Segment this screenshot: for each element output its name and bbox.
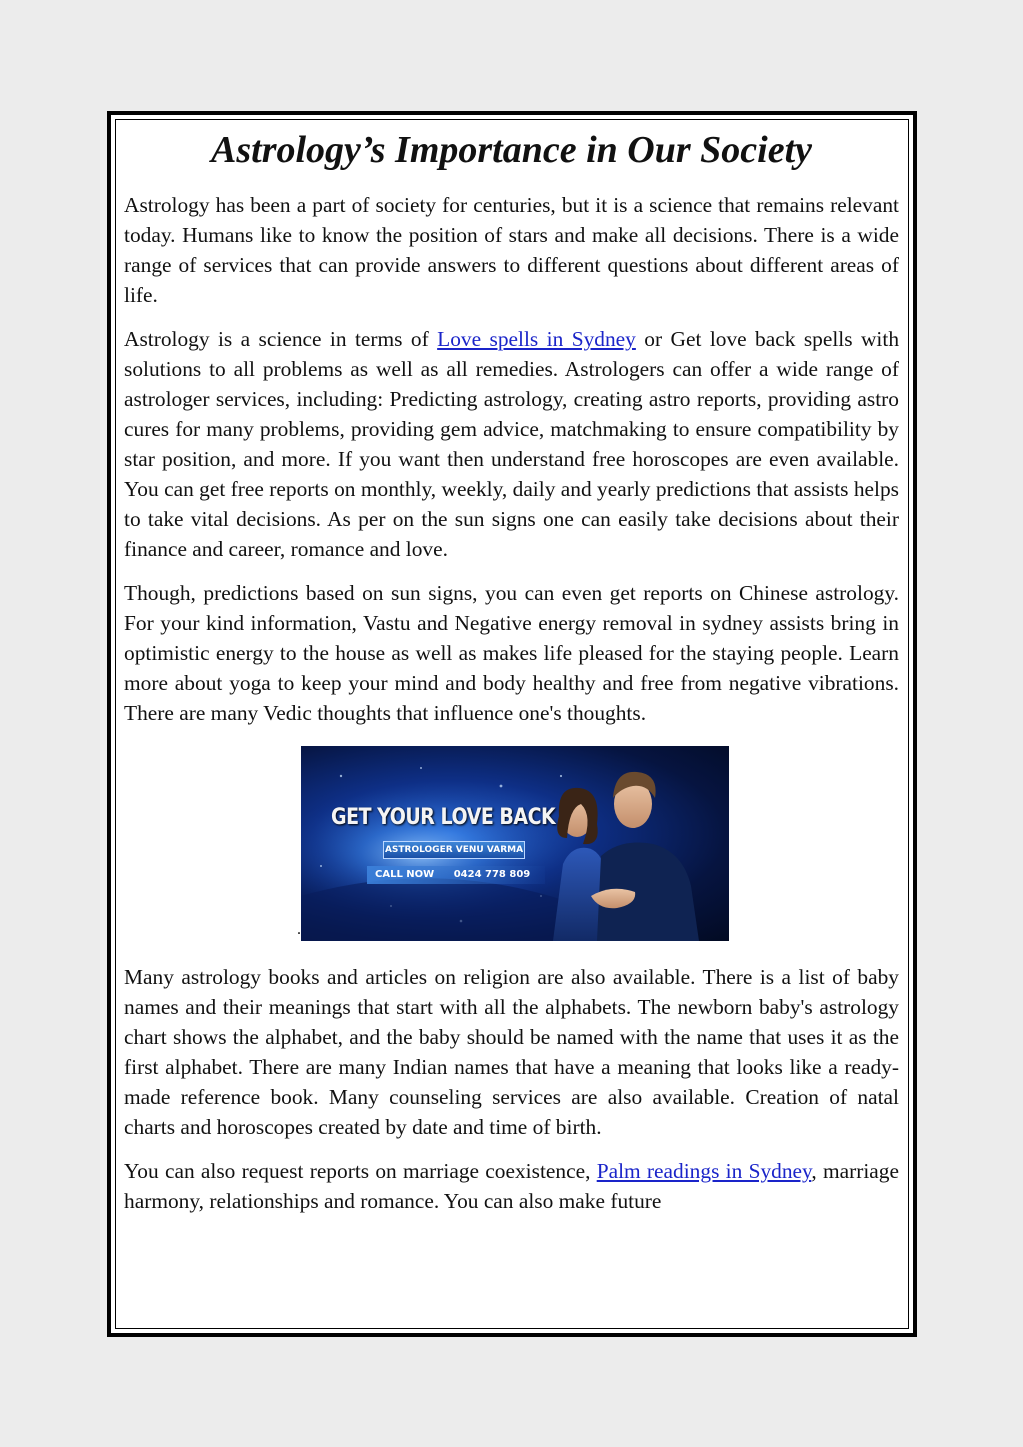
- banner-call-strip: [367, 866, 545, 884]
- banner-call-label: CALL NOW: [375, 869, 435, 880]
- paragraph-intro: Astrology has been a part of society for centuries, but it is a science that remains relevant today. Humans like to know the position of stars and make all decisions. There is a wide range of services that can provide answers to different questions about different areas of life.: [124, 193, 899, 307]
- document-body: [124, 126, 899, 1216]
- paragraph-reports: [124, 1156, 899, 1216]
- paragraph-services: [124, 324, 899, 564]
- paragraph-text: Astrology is a science in terms of: [124, 327, 438, 351]
- palm-readings-link[interactable]: Palm readings in Sydney: [596, 1159, 812, 1183]
- document-title: Astrology’s Importance in Our Society: [211, 129, 812, 171]
- paragraph-books: Many astrology books and articles on religion are also available. There is a list of baby names and their meanings that start with all the alphabets. The newborn baby's astrology chart shows the alphabet, and the baby should be named with the name that uses it as the first alphabet. There are many Indian names that have a meaning that looks like a ready-made reference book. Many counseling services are also available. Creation of natal charts and horoscopes created by date and time of birth.: [124, 965, 899, 1139]
- banner-row: [124, 746, 899, 942]
- banner-phone: 0424 778 809: [453, 869, 531, 880]
- paragraph-text: , marriage harmony, relationships and romance. You can also make future: [124, 1159, 899, 1213]
- paragraph-text: You can also request reports on marriage coexistence,: [124, 1159, 597, 1183]
- love-back-banner-image: [301, 746, 729, 941]
- paragraph-sun-signs: Though, predictions based on sun signs, you can even get reports on Chinese astrology. For your kind information, Vastu and Negative energy removal in sydney assists bring in optimistic energy to the house as well as makes life pleased for the staying people. Learn more about yoga to keep your mind and body healthy and free from negative vibrations. There are many Vedic thoughts that influence one's thoughts.: [124, 581, 899, 725]
- banner-headline: GET YOUR LOVE BACK: [331, 804, 556, 830]
- banner-ribbon: ASTROLOGER VENU VARMA: [383, 841, 525, 859]
- stray-dot: .: [297, 921, 301, 938]
- love-spells-link[interactable]: Love spells in Sydney: [437, 327, 636, 351]
- paragraph-text: or Get love back spells with solutions to all problems as well as all remedies. Astrologers can offer a wide range of astrologer services, including: Predicting astrology, creating astro reports, providing astro cures for many problems, providing gem advice, matchmaking to ensure compatibility by star position, and more. If you want then understand free horoscopes are even available. You can get free reports on monthly, weekly, daily and yearly predictions that assists helps to take vital decisions. As per on the sun signs one can easily take decisions about their finance and career, romance and love.: [124, 327, 900, 561]
